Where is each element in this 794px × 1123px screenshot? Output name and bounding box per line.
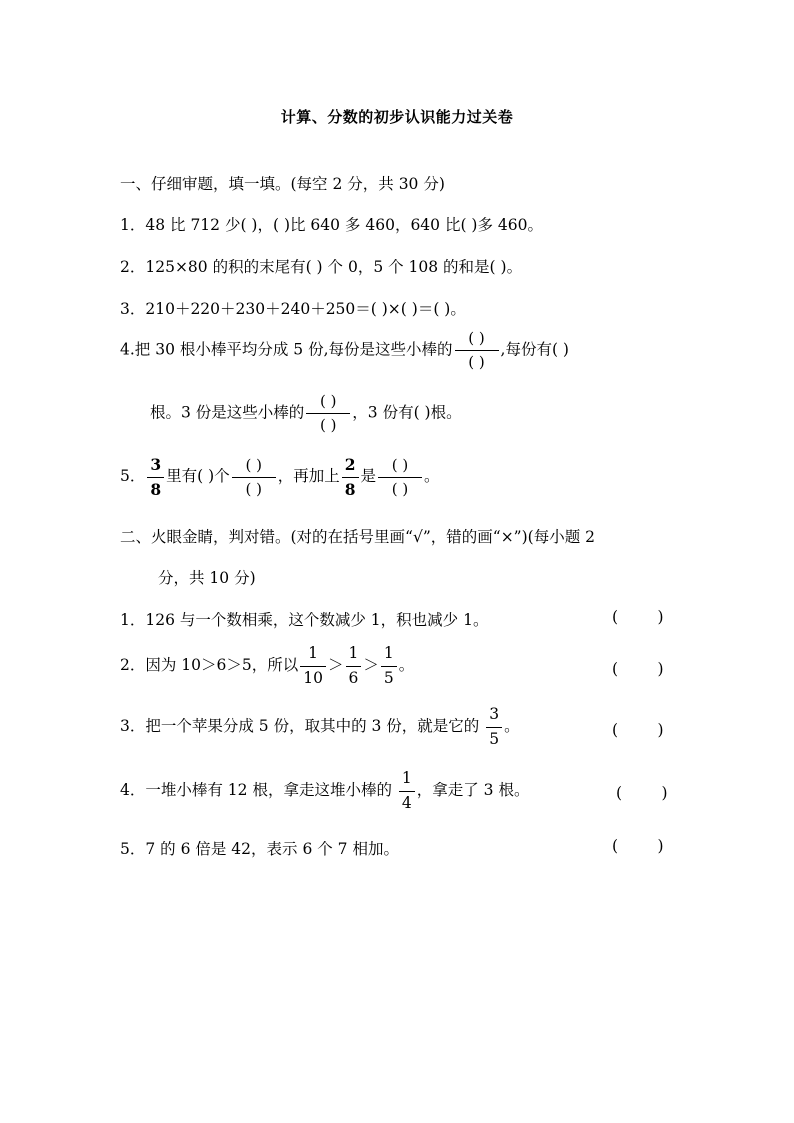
judge-question-4-end: ，拿走了 3 根。	[416, 781, 530, 799]
section2-heading-line2: 分，共 10 分)	[158, 569, 256, 587]
judge-question-4-text: 4．一堆小棒有 12 根，拿走这堆小棒的	[120, 781, 397, 799]
page-title: 计算、分数的初步认识能力过关卷	[280, 108, 514, 126]
fraction-2-8	[342, 456, 359, 498]
fraction-numerator: 3	[147, 456, 164, 478]
question-1-1: 1．48 比 712 少( )，( )比 640 多 460，640 比( )多 460。	[120, 216, 543, 234]
section2-heading-line1: 二、火眼金睛，判对错。(对的在括号里画“√”，错的画“×”)(每小题 2	[120, 528, 595, 546]
judge-question-2-text: 2．因为 10＞6＞5，所以	[120, 656, 299, 674]
fraction-denominator-blank: ( )	[391, 479, 409, 498]
answer-paren-4: ( )	[616, 784, 668, 802]
fraction-1-10	[300, 645, 326, 687]
fraction-blank	[306, 393, 350, 434]
fraction-denominator-blank: ( )	[468, 353, 485, 371]
greater-than-sign: ＞	[363, 656, 379, 674]
fraction-numerator: 2	[342, 456, 359, 478]
fraction-3-8	[147, 456, 164, 498]
question-1-5-text-e: 。	[424, 467, 440, 485]
question-1-5-text-d: 是	[360, 467, 377, 485]
fraction-blank	[378, 457, 422, 498]
answer-paren-2: ( )	[612, 660, 664, 678]
fraction-denominator: 8	[150, 479, 162, 499]
fraction-denominator-blank: ( )	[245, 479, 262, 498]
fraction-1-6	[346, 645, 362, 687]
judge-question-5: 5．7 的 6 倍是 42，表示 6 个 7 相加。	[120, 840, 399, 858]
fraction-denominator: 10	[303, 668, 323, 687]
fraction-numerator: 3	[486, 706, 502, 728]
judge-question-2	[120, 645, 414, 687]
fraction-1-5	[381, 645, 397, 687]
fraction-denominator: 5	[383, 668, 394, 687]
fraction-denominator-blank: ( )	[320, 416, 337, 434]
question-1-4-text-d: ，3 份有( )根。	[352, 403, 462, 422]
fraction-3-5	[486, 706, 502, 748]
fraction-denominator: 6	[348, 668, 359, 687]
question-1-5-text-b: 里有( )个	[166, 467, 230, 485]
judge-question-3-end: 。	[504, 717, 520, 735]
question-1-4-text-a: 4.把 30 根小棒平均分成 5 份,每份是这些小棒的	[120, 340, 453, 359]
fraction-numerator-blank: ( )	[232, 457, 276, 478]
judge-question-2-end: 。	[398, 656, 415, 674]
judge-question-4	[120, 770, 529, 812]
fraction-1-4	[399, 770, 415, 812]
answer-paren-1: ( )	[612, 608, 664, 626]
question-1-4-line1	[120, 330, 569, 371]
question-1-4-text-c: 根。3 份是这些小棒的	[150, 403, 305, 422]
fraction-numerator: 1	[381, 645, 397, 667]
answer-paren-3: ( )	[612, 721, 664, 739]
greater-than-sign: ＞	[327, 656, 344, 674]
fraction-numerator-blank: ( )	[455, 330, 499, 351]
judge-question-3-text: 3．把一个苹果分成 5 份，取其中的 3 份，就是它的	[120, 717, 485, 735]
fraction-blank	[455, 330, 499, 371]
fraction-numerator: 1	[300, 645, 326, 667]
judge-question-1: 1．126 与一个数相乘，这个数减少 1，积也减少 1。	[120, 611, 489, 629]
fraction-denominator: 4	[401, 793, 412, 812]
judge-question-3	[120, 706, 520, 748]
fraction-numerator-blank: ( )	[378, 457, 422, 478]
fraction-blank	[232, 457, 276, 498]
question-1-4-text-b: ,每份有( )	[500, 340, 569, 359]
question-1-4-line2	[150, 393, 462, 434]
question-1-2: 2．125×80 的积的末尾有( ) 个 0，5 个 108 的和是( )。	[120, 258, 523, 276]
fraction-numerator-blank: ( )	[306, 393, 350, 414]
question-1-5-text-a: 5．	[120, 467, 146, 485]
fraction-denominator: 8	[344, 479, 356, 499]
fraction-numerator: 1	[399, 770, 415, 792]
answer-paren-5: ( )	[612, 837, 664, 855]
question-1-5-text-c: ，再加上	[277, 467, 340, 485]
question-1-5	[120, 456, 440, 498]
fraction-numerator: 1	[346, 645, 362, 667]
fraction-denominator: 5	[489, 729, 500, 748]
question-1-3: 3．210＋220＋230＋240＋250＝( )×( )＝( )。	[120, 300, 466, 318]
section1-heading: 一、仔细审题，填一填。(每空 2 分，共 30 分)	[120, 175, 445, 193]
